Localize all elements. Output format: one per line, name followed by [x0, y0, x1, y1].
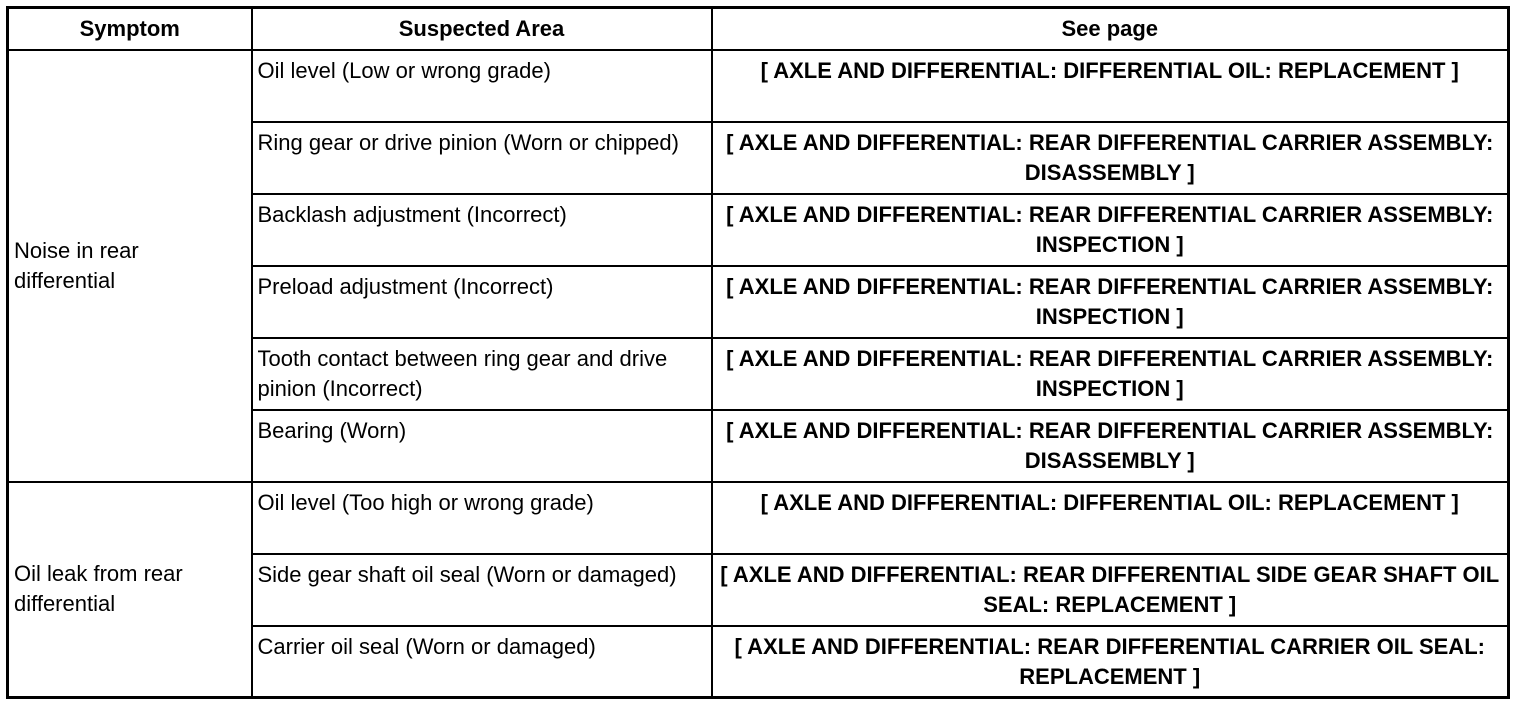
suspected-area-cell: Carrier oil seal (Worn or damaged) [252, 626, 712, 698]
suspected-area-cell: Oil level (Too high or wrong grade) [252, 482, 712, 554]
suspected-area-cell: Tooth contact between ring gear and drive pinion (Incorrect) [252, 338, 712, 410]
suspected-area-cell: Oil level (Low or wrong grade) [252, 50, 712, 122]
suspected-area-cell: Backlash adjustment (Incorrect) [252, 194, 712, 266]
suspected-area-cell: Side gear shaft oil seal (Worn or damaged) [252, 554, 712, 626]
see-page-link[interactable]: [ AXLE AND DIFFERENTIAL: DIFFERENTIAL OIL: REPLACEMENT ] [712, 482, 1509, 554]
see-page-link[interactable]: [ AXLE AND DIFFERENTIAL: REAR DIFFERENTIAL CARRIER ASSEMBLY: DISASSEMBLY ] [712, 410, 1509, 482]
see-page-link[interactable]: [ AXLE AND DIFFERENTIAL: REAR DIFFERENTIAL CARRIER ASSEMBLY: INSPECTION ] [712, 338, 1509, 410]
suspected-area-cell: Bearing (Worn) [252, 410, 712, 482]
header-symptom: Symptom [8, 8, 252, 50]
see-page-link[interactable]: [ AXLE AND DIFFERENTIAL: REAR DIFFERENTIAL CARRIER ASSEMBLY: INSPECTION ] [712, 194, 1509, 266]
suspected-area-cell: Ring gear or drive pinion (Worn or chipped) [252, 122, 712, 194]
table-row [8, 482, 1509, 554]
see-page-link[interactable]: [ AXLE AND DIFFERENTIAL: DIFFERENTIAL OIL: REPLACEMENT ] [712, 50, 1509, 122]
header-row [8, 8, 1509, 50]
see-page-link[interactable]: [ AXLE AND DIFFERENTIAL: REAR DIFFERENTIAL SIDE GEAR SHAFT OIL SEAL: REPLACEMENT ] [712, 554, 1509, 626]
symptom-cell: Noise in rear differential [8, 50, 252, 482]
header-see-page: See page [712, 8, 1509, 50]
see-page-link[interactable]: [ AXLE AND DIFFERENTIAL: REAR DIFFERENTIAL CARRIER ASSEMBLY: INSPECTION ] [712, 266, 1509, 338]
table-row [8, 50, 1509, 122]
see-page-link[interactable]: [ AXLE AND DIFFERENTIAL: REAR DIFFERENTIAL CARRIER ASSEMBLY: DISASSEMBLY ] [712, 122, 1509, 194]
symptom-table [6, 6, 1510, 699]
header-suspected-area: Suspected Area [252, 8, 712, 50]
suspected-area-cell: Preload adjustment (Incorrect) [252, 266, 712, 338]
see-page-link[interactable]: [ AXLE AND DIFFERENTIAL: REAR DIFFERENTIAL CARRIER OIL SEAL: REPLACEMENT ] [712, 626, 1509, 698]
symptom-cell: Oil leak from rear differential [8, 482, 252, 698]
